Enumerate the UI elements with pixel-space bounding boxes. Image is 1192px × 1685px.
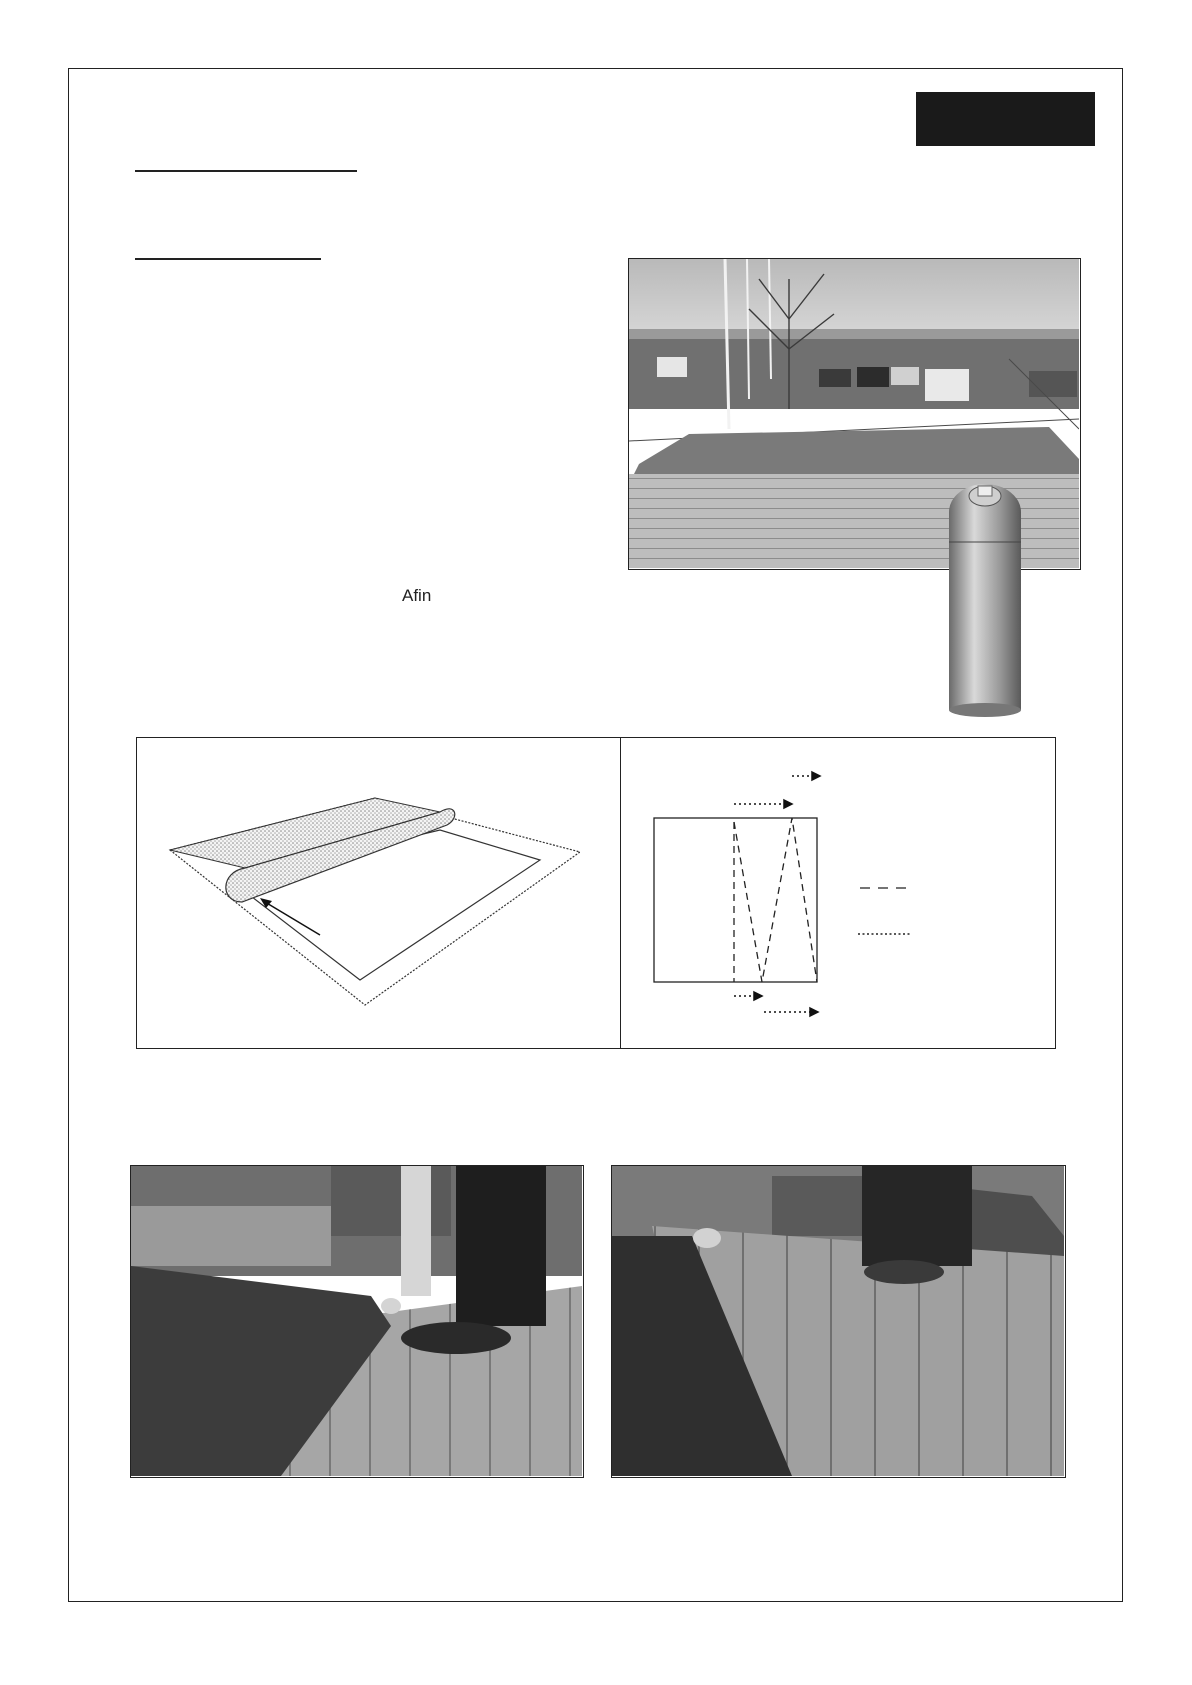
diagram-divider — [620, 737, 621, 1049]
section-tab — [916, 92, 1095, 146]
spray-pattern-diagram — [640, 760, 940, 1020]
heading-underline-2 — [135, 258, 321, 260]
applying-membrane-photo-2 — [611, 1165, 1066, 1478]
membrane-roll-diagram — [160, 790, 580, 1010]
spray-can-photo — [940, 482, 1030, 718]
applying-membrane-photo-1 — [130, 1165, 584, 1478]
heading-underline-1 — [135, 170, 357, 172]
body-text-afin: Afin — [402, 586, 432, 605]
